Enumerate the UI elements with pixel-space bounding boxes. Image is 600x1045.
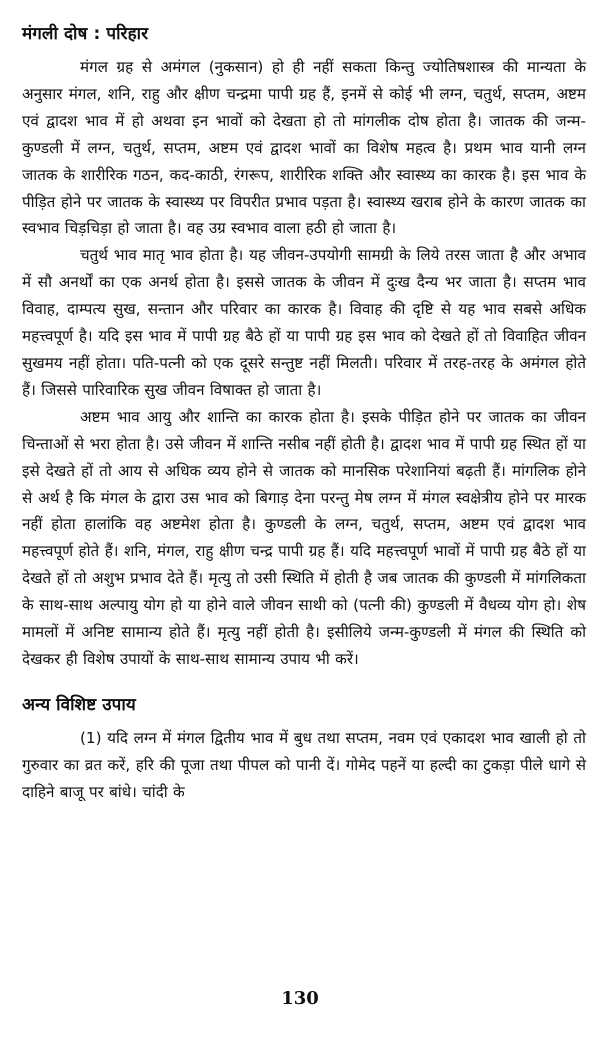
paragraph: चतुर्थ भाव मातृ भाव होता है। यह जीवन-उपयोगी सामग्री के लिये तरस जाता है और अभाव में सौ अनर्थों का एक अनर्थ होता है। इससे जातक के जीवन में दुःख दैन्य भर जाता है। सप्तम भाव विवाह, दाम्पत्य सुख, सन्तान और परिवार का कारक है। विवाह की दृष्टि से यह भाव सबसे अधिक महत्त्वपूर्ण है। यदि इस भाव में पापी ग्रह बैठे हों या पापी ग्रह इस भाव को देखते हों तो विवाहित जीवन सुखमय नहीं होता। पति-पत्नी को एक दूसरे सन्तुष्ट नहीं मिलती। परिवार में तरह-तरह के अमंगल होते हैं। जिससे पारिवारिक सुख जीवन विषाक्त हो जाता है।	[22, 246, 586, 399]
paragraph: (1) यदि लग्न में मंगल द्वितीय भाव में बुध तथा सप्तम, नवम एवं एकादश भाव खाली हो तो गुरुवार का व्रत करें, हरि की पूजा तथा पीपल को पानी दें। गोमेद पहनें या हल्दी का टुकड़ा पीले धागे से दाहिने बाजू पर बांधे। चांदी के	[22, 728, 586, 801]
section-heading-other-remedies: अन्य विशिष्ट उपाय	[22, 694, 136, 715]
paragraph: मंगल ग्रह से अमंगल (नुकसान) हो ही नहीं सकता किन्तु ज्योतिषशास्त्र की मान्यता के अनुसार मंगल, शनि, राहु और क्षीण चन्द्रमा पापी ग्रह हैं, इनमें से कोई भी लग्न, चतुर्थ, सप्तम, अष्टम एवं द्वादश भाव में हो अथवा इन भावों को देखता हो तो मांगलीक दोष होता है। जातक की जन्म-कुण्डली में लग्न, चतुर्थ, सप्तम, अष्टम एवं द्वादश भावों का विशेष महत्व है। प्रथम भाव यानी लग्न जातक के शारीरिक गठन, कद-काठी, रंगरूप, शारीरिक शक्ति और स्वास्थ्य का कारक है। इस भाव के पीड़ित होने पर जातक के स्वास्थ्य पर विपरीत प्रभाव पड़ता है। स्वास्थ्य खराब होने के कारण जातक का स्वभाव चिड़चिड़ा हो जाता है। वह उग्र स्वभाव वाला हठी हो जाता है।	[22, 58, 586, 238]
paragraph: अष्टम भाव आयु और शान्ति का कारक होता है। इसके पीड़ित होने पर जातक का जीवन चिन्ताओं से भरा होता है। उसे जीवन में शान्ति नसीब नहीं होती है। द्वादश भाव में पापी ग्रह स्थित हों या इसे देखते हों तो आय से अधिक व्यय होने से जातक को मानसिक परेशानियां बढ़ती हैं। मांगलिक होने से अर्थ है कि मंगल के द्वारा उस भाव को बिगाड़ देना परन्तु मेष लग्न में मंगल स्वक्षेत्रीय होने पर मारक नहीं होता हालांकि वह अष्टमेश होता है। कुण्डली के लग्न, चतुर्थ, सप्तम, अष्टम एवं द्वादश भाव महत्त्वपूर्ण होते हैं। शनि, मंगल, राहु क्षीण चन्द्र पापी ग्रह हैं। यदि महत्त्वपूर्ण भावों में पापी ग्रह बैठे हों या देखते हों तो अशुभ प्रभाव देते हैं। मृत्यु तो उसी स्थिति में होती है जब जातक की कुण्डली में मांगलिकता के साथ-साथ अल्पायु योग हो या होने वाले जीवन साथी को (पत्नी की) कुण्डली में वैधव्य योग हो। शेष मामलों में अनिष्ट सामान्य होते हैं। मृत्यु नहीं होती है। इसीलिये जन्म-कुण्डली में मंगल की स्थिति को देखकर ही विशेष उपायों के साथ-साथ सामान्य उपाय भी करें।	[22, 407, 586, 668]
page-number: 130	[281, 988, 319, 1009]
section-heading-mangli-dosh: मंगली दोष : परिहार	[22, 24, 149, 44]
